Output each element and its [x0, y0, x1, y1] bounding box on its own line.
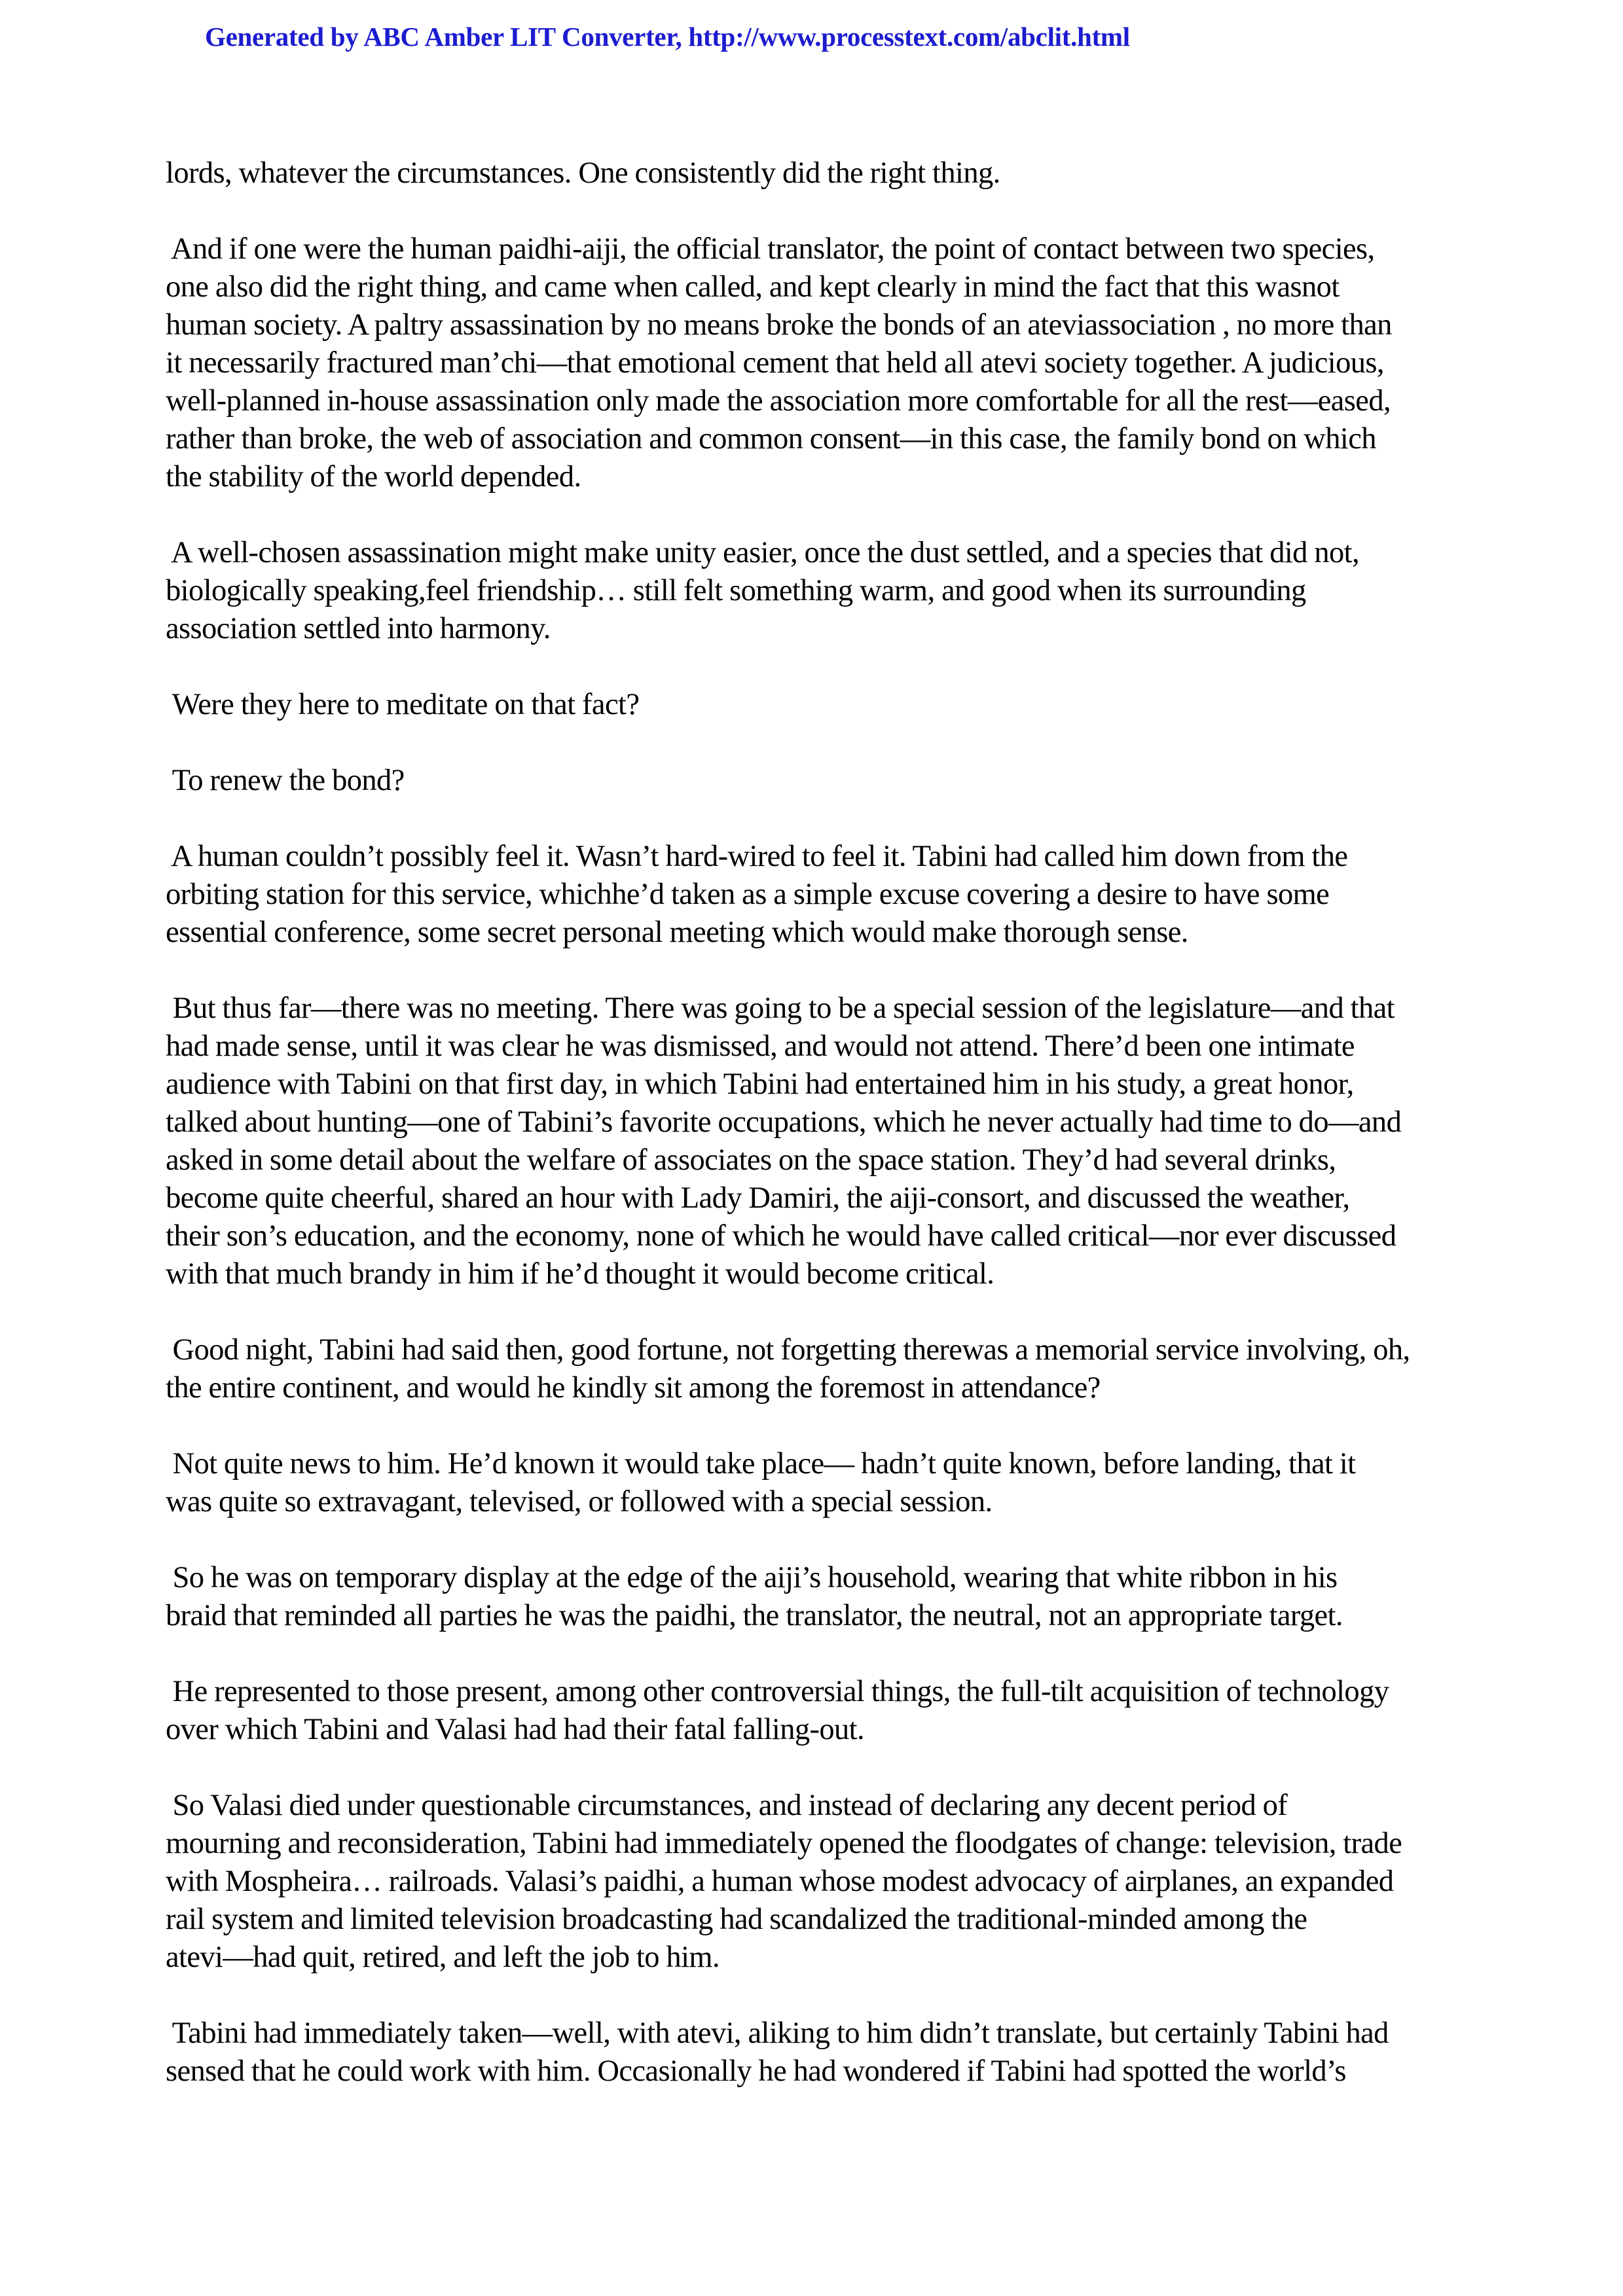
text-line: rather than broke, the web of association and common consent—in this case, the family bond on which — [166, 422, 1376, 456]
text-line: audience with Tabini on that first day, in which Tabini had entertained him in his study, a great honor, — [166, 1067, 1354, 1101]
text-line: become quite cheerful, shared an hour with Lady Damiri, the aiji-consort, and discussed the weather, — [166, 1181, 1350, 1215]
text-line: So he was on temporary display at the edge of the aiji’s household, wearing that white ribbon in his — [166, 1561, 1338, 1594]
paragraph — [166, 1445, 1475, 1521]
text-line: talked about hunting—one of Tabini’s favorite occupations, which he never actually had time to do—and — [166, 1105, 1402, 1139]
text-line: Tabini had immediately taken—well, with atevi, aliking to him didn’t translate, but certainly Tabini had — [166, 2017, 1389, 2050]
text-line: lords, whatever the circumstances. One consistently did the right thing. — [166, 156, 1000, 190]
paragraph — [166, 2015, 1475, 2090]
text-line: A well-chosen assassination might make unity easier, once the dust settled, and a species that did not, — [166, 536, 1359, 569]
text-line: To renew the bond? — [166, 764, 405, 797]
text-line: was quite so extravagant, televised, or followed with a special session. — [166, 1485, 993, 1518]
paragraph — [166, 762, 1475, 800]
paragraph — [166, 534, 1475, 648]
text-line: with Mospheira… railroads. Valasi’s paidhi, a human whose modest advocacy of airplanes, an expanded — [166, 1865, 1394, 1898]
text-line: their son’s education, and the economy, none of which he would have called critical—nor ever discussed — [166, 1219, 1396, 1253]
text-line: mourning and reconsideration, Tabini had immediately opened the floodgates of change: television, trade — [166, 1827, 1402, 1860]
text-line: well-planned in-house assassination only made the association more comfortable for all the rest—eased, — [166, 384, 1391, 418]
paragraph — [166, 154, 1475, 192]
text-line: rail system and limited television broadcasting had scandalized the traditional-minded among the — [166, 1903, 1307, 1936]
text-line: Were they here to meditate on that fact? — [166, 688, 640, 721]
text-line: biologically speaking,feel friendship… still felt something warm, and good when its surrounding — [166, 574, 1306, 607]
text-line: But thus far—there was no meeting. There was going to be a special session of the legislature—and that — [166, 992, 1395, 1025]
text-line: And if one were the human paidhi-aiji, the official translator, the point of contact between two species, — [166, 232, 1375, 266]
text-line: orbiting station for this service, whichhe’d taken as a simple excuse covering a desire to have some — [166, 878, 1330, 911]
text-line: asked in some detail about the welfare of associates on the space station. They’d had several drinks, — [166, 1143, 1336, 1177]
paragraph — [166, 1787, 1475, 1977]
text-line: A human couldn’t possibly feel it. Wasn’t hard-wired to feel it. Tabini had called him down from the — [166, 840, 1348, 873]
text-line: atevi—had quit, retired, and left the job to him. — [166, 1941, 720, 1974]
paragraph — [166, 686, 1475, 724]
text-line: essential conference, some secret personal meeting which would make thorough sense. — [166, 916, 1188, 949]
converter-header: Generated by ABC Amber LIT Converter, http://www.processtext.com/abclit.html — [205, 22, 1130, 52]
paragraph — [166, 1673, 1475, 1749]
text-line: sensed that he could work with him. Occasionally he had wondered if Tabini had spotted the world’s — [166, 2054, 1346, 2088]
text-line: braid that reminded all parties he was the paidhi, the translator, the neutral, not an appropriate target. — [166, 1599, 1343, 1632]
paragraph — [166, 838, 1475, 952]
text-line: He represented to those present, among other controversial things, the full-tilt acquisition of technology — [166, 1675, 1389, 1708]
text-line: over which Tabini and Valasi had had their fatal falling-out. — [166, 1713, 865, 1746]
text-line: the entire continent, and would he kindly sit among the foremost in attendance? — [166, 1371, 1101, 1405]
paragraph — [166, 1331, 1475, 1407]
text-line: one also did the right thing, and came when called, and kept clearly in mind the fact that this wasnot — [166, 270, 1340, 304]
text-line: Good night, Tabini had said then, good fortune, not forgetting therewas a memorial service involving, oh, — [166, 1333, 1410, 1367]
text-line: the stability of the world depended. — [166, 460, 581, 493]
text-line: So Valasi died under questionable circumstances, and instead of declaring any decent period of — [166, 1789, 1288, 1822]
text-line: Not quite news to him. He’d known it would take place— hadn’t quite known, before landing, that it — [166, 1447, 1356, 1480]
paragraph — [166, 990, 1475, 1293]
document-body — [166, 154, 1475, 2128]
text-line: with that much brandy in him if he’d thought it would become critical. — [166, 1257, 994, 1291]
text-line: had made sense, until it was clear he was dismissed, and would not attend. There’d been one intimate — [166, 1030, 1355, 1063]
text-line: it necessarily fractured man’chi—that emotional cement that held all atevi society together. A judicious, — [166, 346, 1384, 380]
paragraph — [166, 1559, 1475, 1635]
text-line: association settled into harmony. — [166, 612, 551, 645]
text-line: human society. A paltry assassination by no means broke the bonds of an ateviassociation , no more than — [166, 308, 1392, 342]
paragraph — [166, 230, 1475, 496]
